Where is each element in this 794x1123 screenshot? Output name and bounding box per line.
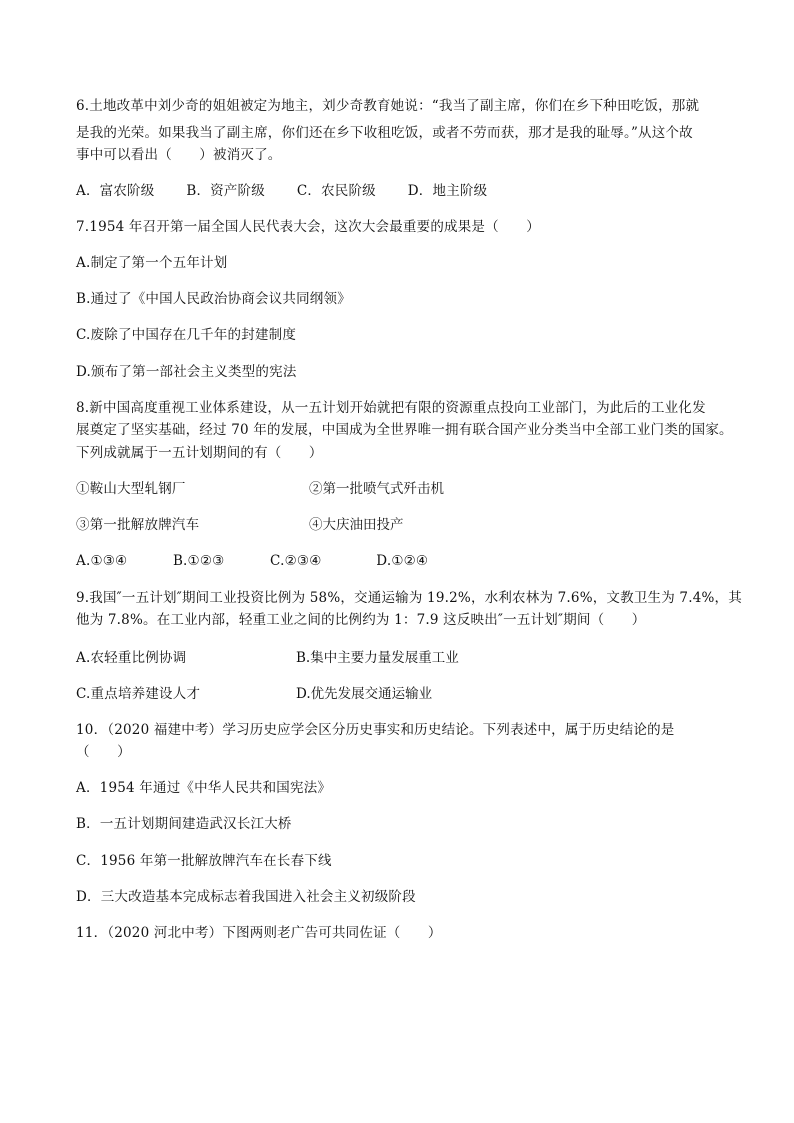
q8-stem-line-1: 8.新中国高度重视工业体系建设，从一五计划开始就把有限的资源重点投向工业部门，为此后的工业化发 [76,400,706,416]
q10-option-d: D．三大改造基本完成标志着我国进入社会主义初级阶段 [76,889,416,905]
q8-item-2: ②第一批喷气式歼击机 [309,481,444,497]
q11-stem: 11．（2020 河北中考）下图两则老广告可共同佐证（ ） [76,925,442,941]
q7-option-d: D.颁布了第一部社会主义类型的宪法 [76,364,297,380]
q8-options: A.①③④ B.①②③ C.②③④ D.①②④ [76,553,429,569]
q9-option-d: D.优先发展交通运输业 [296,686,433,702]
q6-stem-line-2: 是我的光荣。如果我当了副主席，你们还在乡下收租吃饭，或者不劳而获，那才是我的耻辱。”从这个故 [76,125,693,141]
q8-item-4: ④大庆油田投产 [309,517,404,533]
q9-option-b: B.集中主要力量发展重工业 [296,650,459,666]
q10-option-b: B．一五计划期间建造武汉长江大桥 [76,816,292,832]
q10-stem-line-1: 10．（2020 福建中考）学习历史应学会区分历史事实和历史结论。下列表述中，属于历史结论的是 [76,722,675,738]
q9-stem-line-2: 他为 7.8%。在工业内部，轻重工业之间的比例约为 1：7.9 这反映出″一五计划″期间（ ） [76,612,646,628]
q6-stem-line-3: 事中可以看出（ ）被消灭了。 [76,147,282,163]
q10-option-c: C．1956 年第一批解放牌汽车在长春下线 [76,853,332,869]
q6-options: A．富农阶级 B．资产阶级 C．农民阶级 D．地主阶级 [76,183,488,199]
q10-option-a: A．1954 年通过《中华人民共和国宪法》 [76,780,332,796]
q8-stem-line-2: 展奠定了坚实基础，经过 70 年的发展，中国成为全世界唯一拥有联合国产业分类当中全部工业门类的国家。 [76,422,733,438]
q7-option-c: C.废除了中国存在几千年的封建制度 [76,327,297,343]
q8-stem-line-3: 下列成就属于一五计划期间的有（ ） [76,445,323,461]
q7-option-b: B.通过了《中国人民政治协商会议共同纲领》 [76,291,351,307]
q9-option-c: C.重点培养建设人才 [76,686,201,702]
q8-item-1: ①鞍山大型轧钢厂 [76,481,186,497]
q8-item-3: ③第一批解放牌汽车 [76,517,200,533]
q7-stem: 7.1954 年召开第一届全国人民代表大会，这次大会最重要的成果是（ ） [76,219,540,235]
q6-stem-line-1: 6.土地改革中刘少奇的姐姐被定为地主，刘少奇教育她说：“我当了副主席，你们在乡下种田吃饭，那就 [76,98,700,114]
q10-stem-line-2: （ ） [76,744,131,760]
q9-option-a: A.农轻重比例协调 [76,650,187,666]
q7-option-a: A.制定了第一个五年计划 [76,255,228,271]
q9-stem-line-1: 9.我国″一五计划″期间工业投资比例为 58%，交通运输为 19.2%，水利农林为 7.6%，文教卫生为 7.4%，其 [76,590,742,606]
